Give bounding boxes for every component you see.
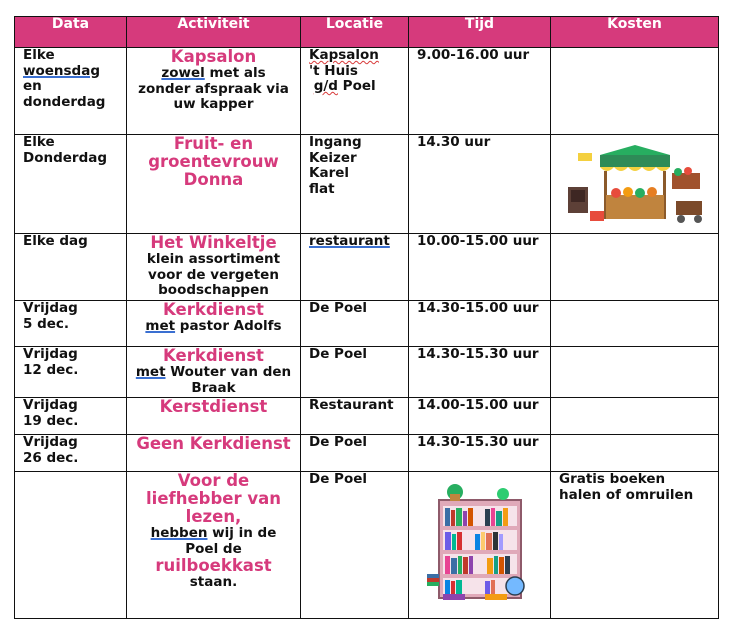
location-text: Kapsalon [309, 47, 379, 63]
activity-title: Voor de [177, 471, 250, 490]
activity-schedule [14, 16, 718, 619]
time-cell: 14.30-15.30 uur [409, 435, 551, 472]
header-row [15, 17, 719, 48]
activity-text: met [145, 318, 176, 334]
time-cell: 14.30-15.00 uur [409, 301, 551, 347]
activity-title: groentevrouw [148, 152, 279, 171]
activity-text: Braak [191, 379, 236, 396]
table-row [15, 48, 719, 135]
activity-title: Kerkdienst [163, 346, 264, 365]
activity-cell [127, 347, 301, 398]
activity-text: pastor Adolfs [175, 318, 282, 334]
activity-title: Kerkdienst [163, 300, 264, 319]
activity-cell [127, 234, 301, 301]
activity-text: Poel de [185, 540, 242, 557]
activity-cell [127, 301, 301, 347]
table-row [15, 234, 719, 301]
date-text: donderdag [23, 93, 106, 110]
activity-text: uw kapper [173, 96, 254, 112]
date-text: woensdag [23, 62, 100, 79]
location-cell: De Poel [301, 301, 409, 347]
date-cell [15, 398, 127, 435]
date-cell [15, 435, 127, 472]
header-locatie: Locatie [301, 17, 409, 48]
header-tijd: Tijd [409, 17, 551, 48]
header-data: Data [15, 17, 127, 48]
date-text: Elke [23, 47, 55, 63]
location-cell: De Poel [301, 472, 409, 619]
time-cell [409, 472, 551, 619]
date-text: Vrijdag [23, 346, 78, 362]
activity-title: lezen, [185, 507, 242, 526]
date-cell [15, 301, 127, 347]
header-activiteit: Activiteit [127, 17, 301, 48]
activity-title: Kapsalon [170, 47, 257, 66]
activity-text: boodschappen [158, 282, 269, 298]
location-text: flat [309, 180, 335, 197]
activity-text: Wouter van den [165, 364, 292, 380]
activity-title: Kerstdienst [159, 397, 268, 416]
date-text: Donderdag [23, 149, 108, 166]
date-text: 12 dec. [23, 361, 79, 378]
location-text: Keizer Karel [309, 149, 357, 181]
location-cell: De Poel [301, 435, 409, 472]
activity-text: hebben [150, 525, 208, 541]
date-text: 26 dec. [23, 449, 79, 466]
location-text: restaurant [309, 233, 390, 249]
activity-cell [127, 135, 301, 234]
activity-cell [127, 435, 301, 472]
cost-cell [551, 472, 719, 619]
date-text: Elke [23, 134, 55, 150]
activity-cell [127, 48, 301, 135]
cost-cell [551, 435, 719, 472]
location-cell: De Poel [301, 347, 409, 398]
date-cell [15, 347, 127, 398]
table-row [15, 398, 719, 435]
location-cell: Restaurant [301, 398, 409, 435]
market-stall-illustration [560, 145, 710, 227]
location-text: g/d [313, 78, 338, 94]
bookcase-illustration [425, 482, 535, 604]
date-text: Vrijdag [23, 300, 78, 316]
cost-cell [551, 234, 719, 301]
activity-text: voor de vergeten [148, 266, 279, 283]
header-kosten: Kosten [551, 17, 719, 48]
activity-text: klein assortiment [146, 251, 281, 267]
activity-text: wij in de [207, 525, 277, 541]
cost-cell [551, 398, 719, 435]
date-text: 5 dec. [23, 315, 70, 332]
activity-text: met als [204, 65, 266, 81]
cost-cell [551, 301, 719, 347]
table-row [15, 135, 719, 234]
activity-cell [127, 472, 301, 619]
date-cell [15, 472, 127, 619]
activity-text: zonder afspraak via [138, 80, 289, 97]
location-cell [301, 135, 409, 234]
cost-cell [551, 48, 719, 135]
time-cell: 14.00-15.00 uur [409, 398, 551, 435]
activity-text: met [135, 364, 166, 380]
time-cell: 14.30 uur [409, 135, 551, 234]
table-row [15, 347, 719, 398]
date-text: en [23, 78, 42, 94]
table-row [15, 301, 719, 347]
location-cell [301, 234, 409, 301]
activity-title: liefhebber van [146, 489, 281, 508]
date-text: Vrijdag [23, 397, 78, 413]
activity-title: Donna [183, 170, 244, 189]
cost-text: halen of omruilen [559, 486, 694, 503]
activity-title: ruilboekkast [155, 556, 272, 575]
date-cell [15, 135, 127, 234]
activity-cell [127, 398, 301, 435]
location-text: 't Huis [309, 62, 358, 79]
date-text: 19 dec. [23, 412, 79, 429]
table-row [15, 472, 719, 619]
table-row [15, 435, 719, 472]
activity-text: staan. [189, 574, 238, 590]
cost-cell [551, 347, 719, 398]
activity-text: zowel [161, 65, 205, 81]
date-text: Vrijdag [23, 434, 78, 450]
activity-title: Geen Kerkdienst [136, 434, 291, 453]
location-cell [301, 48, 409, 135]
time-cell: 9.00-16.00 uur [409, 48, 551, 135]
activity-title: Fruit- en [173, 134, 254, 153]
cost-cell [551, 135, 719, 234]
date-cell [15, 48, 127, 135]
cost-text: Gratis boeken [559, 471, 666, 487]
location-text: Poel [337, 78, 376, 94]
time-cell: 14.30-15.30 uur [409, 347, 551, 398]
activity-title: Het Winkeltje [150, 233, 277, 252]
location-text: Ingang [309, 134, 362, 150]
time-cell: 10.00-15.00 uur [409, 234, 551, 301]
schedule-table [14, 16, 719, 619]
date-cell: Elke dag [15, 234, 127, 301]
